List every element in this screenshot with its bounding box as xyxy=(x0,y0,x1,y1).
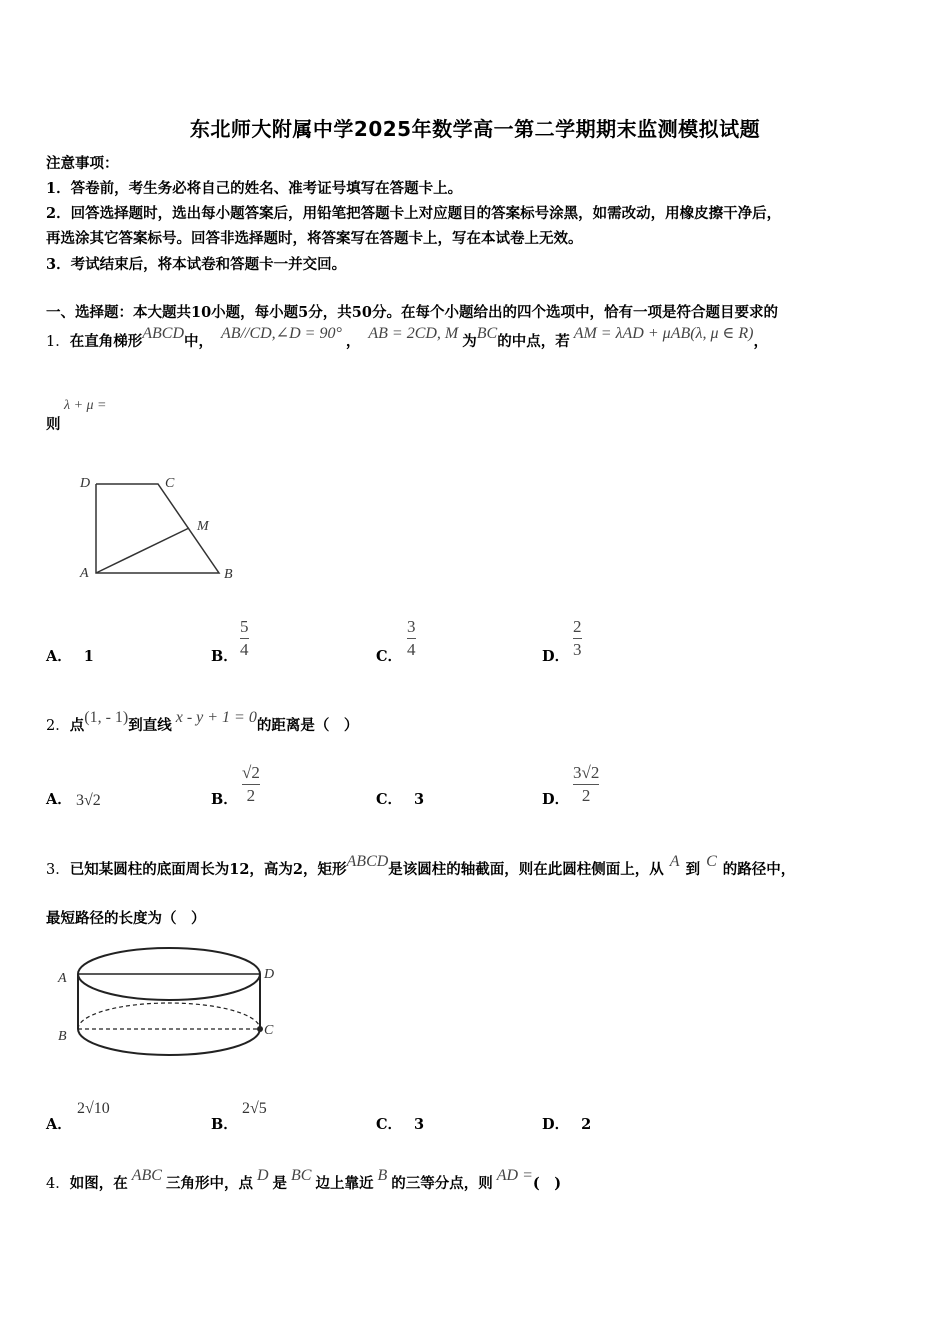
label-b: B xyxy=(58,1029,67,1044)
label-d: D xyxy=(264,967,275,982)
label-c: C xyxy=(165,476,175,491)
question-3-stem-cont: 最短路径的长度为（ ） xyxy=(46,910,206,927)
option-c[interactable]: C． xyxy=(376,648,403,665)
cylinder-bottom-front xyxy=(78,1029,260,1055)
cylinder-bottom-back xyxy=(78,1003,260,1029)
question-1-expression: λ + μ = xyxy=(64,398,107,413)
page-title: 东北师大附属中学2025年数学高一第二学期期末监测模拟试题 xyxy=(189,117,761,141)
notice-heading: 注意事项： xyxy=(46,155,119,172)
question-number: 3． xyxy=(46,862,70,878)
notice-item: 3．考试结束后，将本试卷和答题卡一并交回。 xyxy=(46,256,347,273)
option-d[interactable]: D． xyxy=(542,648,570,665)
option-b-value: √2 2 xyxy=(242,763,260,805)
question-4-stem: 4．如图，在 ABC 三角形中，点 D 是 BC 边上靠近 B 的三等分点，则 AD =( ) xyxy=(46,1167,562,1192)
option-a[interactable]: A． xyxy=(46,791,72,808)
option-d-value: 3√2 2 xyxy=(573,763,600,805)
option-a[interactable]: A． 1 xyxy=(46,648,94,665)
cylinder-diagram xyxy=(52,938,292,1068)
notice-item: 再选涂其它答案标号。回答非选择题时，将答案写在答题卡上，写在本试卷上无效。 xyxy=(46,230,583,247)
label-m: M xyxy=(197,519,209,534)
option-b-value: 2√5 xyxy=(242,1100,267,1117)
question-1-stem: 1．在直角梯形ABCD中， AB//CD,∠D = 90° ， AB = 2CD, M 为BC的中点，若 AM = λAD + μAB(λ, μ ∈ R)， xyxy=(46,325,768,350)
label-d: D xyxy=(80,476,91,491)
option-a[interactable]: A． xyxy=(46,1116,72,1133)
label-a: A xyxy=(80,566,89,581)
label-c: C xyxy=(264,1023,274,1038)
option-b-value: 5 4 xyxy=(240,617,249,659)
option-b[interactable]: B． xyxy=(211,791,238,808)
notice-item: 2．回答选择题时，选出每小题答案后，用铅笔把答题卡上对应题目的答案标号涂黑，如需改动，用橡皮擦干净后， xyxy=(46,205,782,222)
segment-am xyxy=(96,528,189,573)
point-c xyxy=(257,1026,263,1032)
option-d-value: 2 3 xyxy=(573,617,582,659)
option-d[interactable]: D． xyxy=(542,791,570,808)
question-number: 1． xyxy=(46,334,70,350)
option-b[interactable]: B． xyxy=(211,648,238,665)
question-number: 4． xyxy=(46,1176,70,1192)
option-c[interactable]: C． 3 xyxy=(376,1116,425,1133)
question-1-then: 则 xyxy=(46,416,61,433)
option-a-value: 2√10 xyxy=(77,1100,110,1117)
label-b: B xyxy=(224,567,233,582)
trapezoid-diagram xyxy=(70,470,250,585)
option-a-value: 3√2 xyxy=(76,792,101,809)
question-2-stem: 2．点(1, - 1)到直线 x - y + 1 = 0的距离是（ ） xyxy=(46,709,359,734)
option-b[interactable]: B． xyxy=(211,1116,238,1133)
option-c[interactable]: C． 3 xyxy=(376,791,425,808)
option-d[interactable]: D． 2 xyxy=(542,1116,592,1133)
notice-item: 1．答卷前，考生务必将自己的姓名、准考证号填写在答题卡上。 xyxy=(46,180,463,197)
section-heading: 一、选择题：本大题共10小题，每小题5分，共50分。在每个小题给出的四个选项中，恰有一项是符合题目要求的 xyxy=(46,304,778,321)
label-a: A xyxy=(58,971,67,986)
question-3-stem: 3．已知某圆柱的底面周长为12，高为2，矩形ABCD是该圆柱的轴截面，则在此圆柱侧面上，从 A 到 C 的路径中， xyxy=(46,853,796,878)
option-c-value: 3 4 xyxy=(407,617,416,659)
question-number: 2． xyxy=(46,718,70,734)
